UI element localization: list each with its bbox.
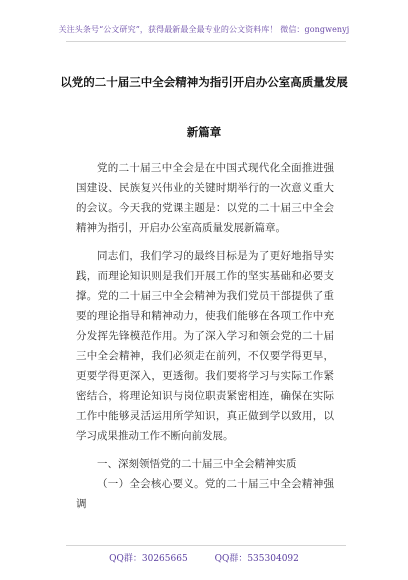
header-divider: [66, 41, 346, 42]
document-title: 以党的二十届三中全会精神为指引开启办公室高质量发展: [60, 75, 348, 89]
paragraph-main: 同志们，我们学习的最终目标是为了更好地指导实践，而理论知识则是我们开展工作的坚实基础和必要支撑。党的二十届三中全会精神为我们党员干部提供了重要的理论指导和精神动力，使我们能够在各项工作中充分发挥先锋模范作用。为了深入学习和领会党的二十届三中全会精神，我们必须走在前列，不仅要学得更早，更要学得更深入，更透彻。我们要将学习与实际工作紧密结合，将理论知识与岗位职责紧密相连，确保在实际工作中能够灵活运用所学知识，真正做到学以致用，以学习成果推动工作不断向前发展。: [76, 250, 334, 442]
header-promo-note: 关注头条号“公文研究”，获得最新最全最专业的公文资料库！ 微信：gongwenyj: [58, 25, 350, 34]
footer-divider: [66, 545, 346, 546]
document-subtitle: 新篇章: [186, 125, 222, 139]
footer-qq-group-2: QQ群：535304092: [214, 554, 299, 564]
document-body: [76, 158, 334, 514]
section-heading: 一、深刻领悟党的二十届三中全会精神实质: [97, 458, 297, 470]
paragraph-intro: 党的二十届三中全会是在中国式现代化全面推进强国建设、民族复兴伟业的关键时期举行的一次意义重大的会议。今天我的党课主题是：以党的二十届三中全会精神为指引，开启办公室高质量发展新篇章。: [76, 162, 334, 234]
subsection-heading: （一）全会核心要义。党的二十届三中全会精神强调: [76, 478, 334, 510]
footer-qq-group-1: QQ群：30265665: [109, 554, 188, 564]
footer-contacts: [0, 551, 408, 564]
